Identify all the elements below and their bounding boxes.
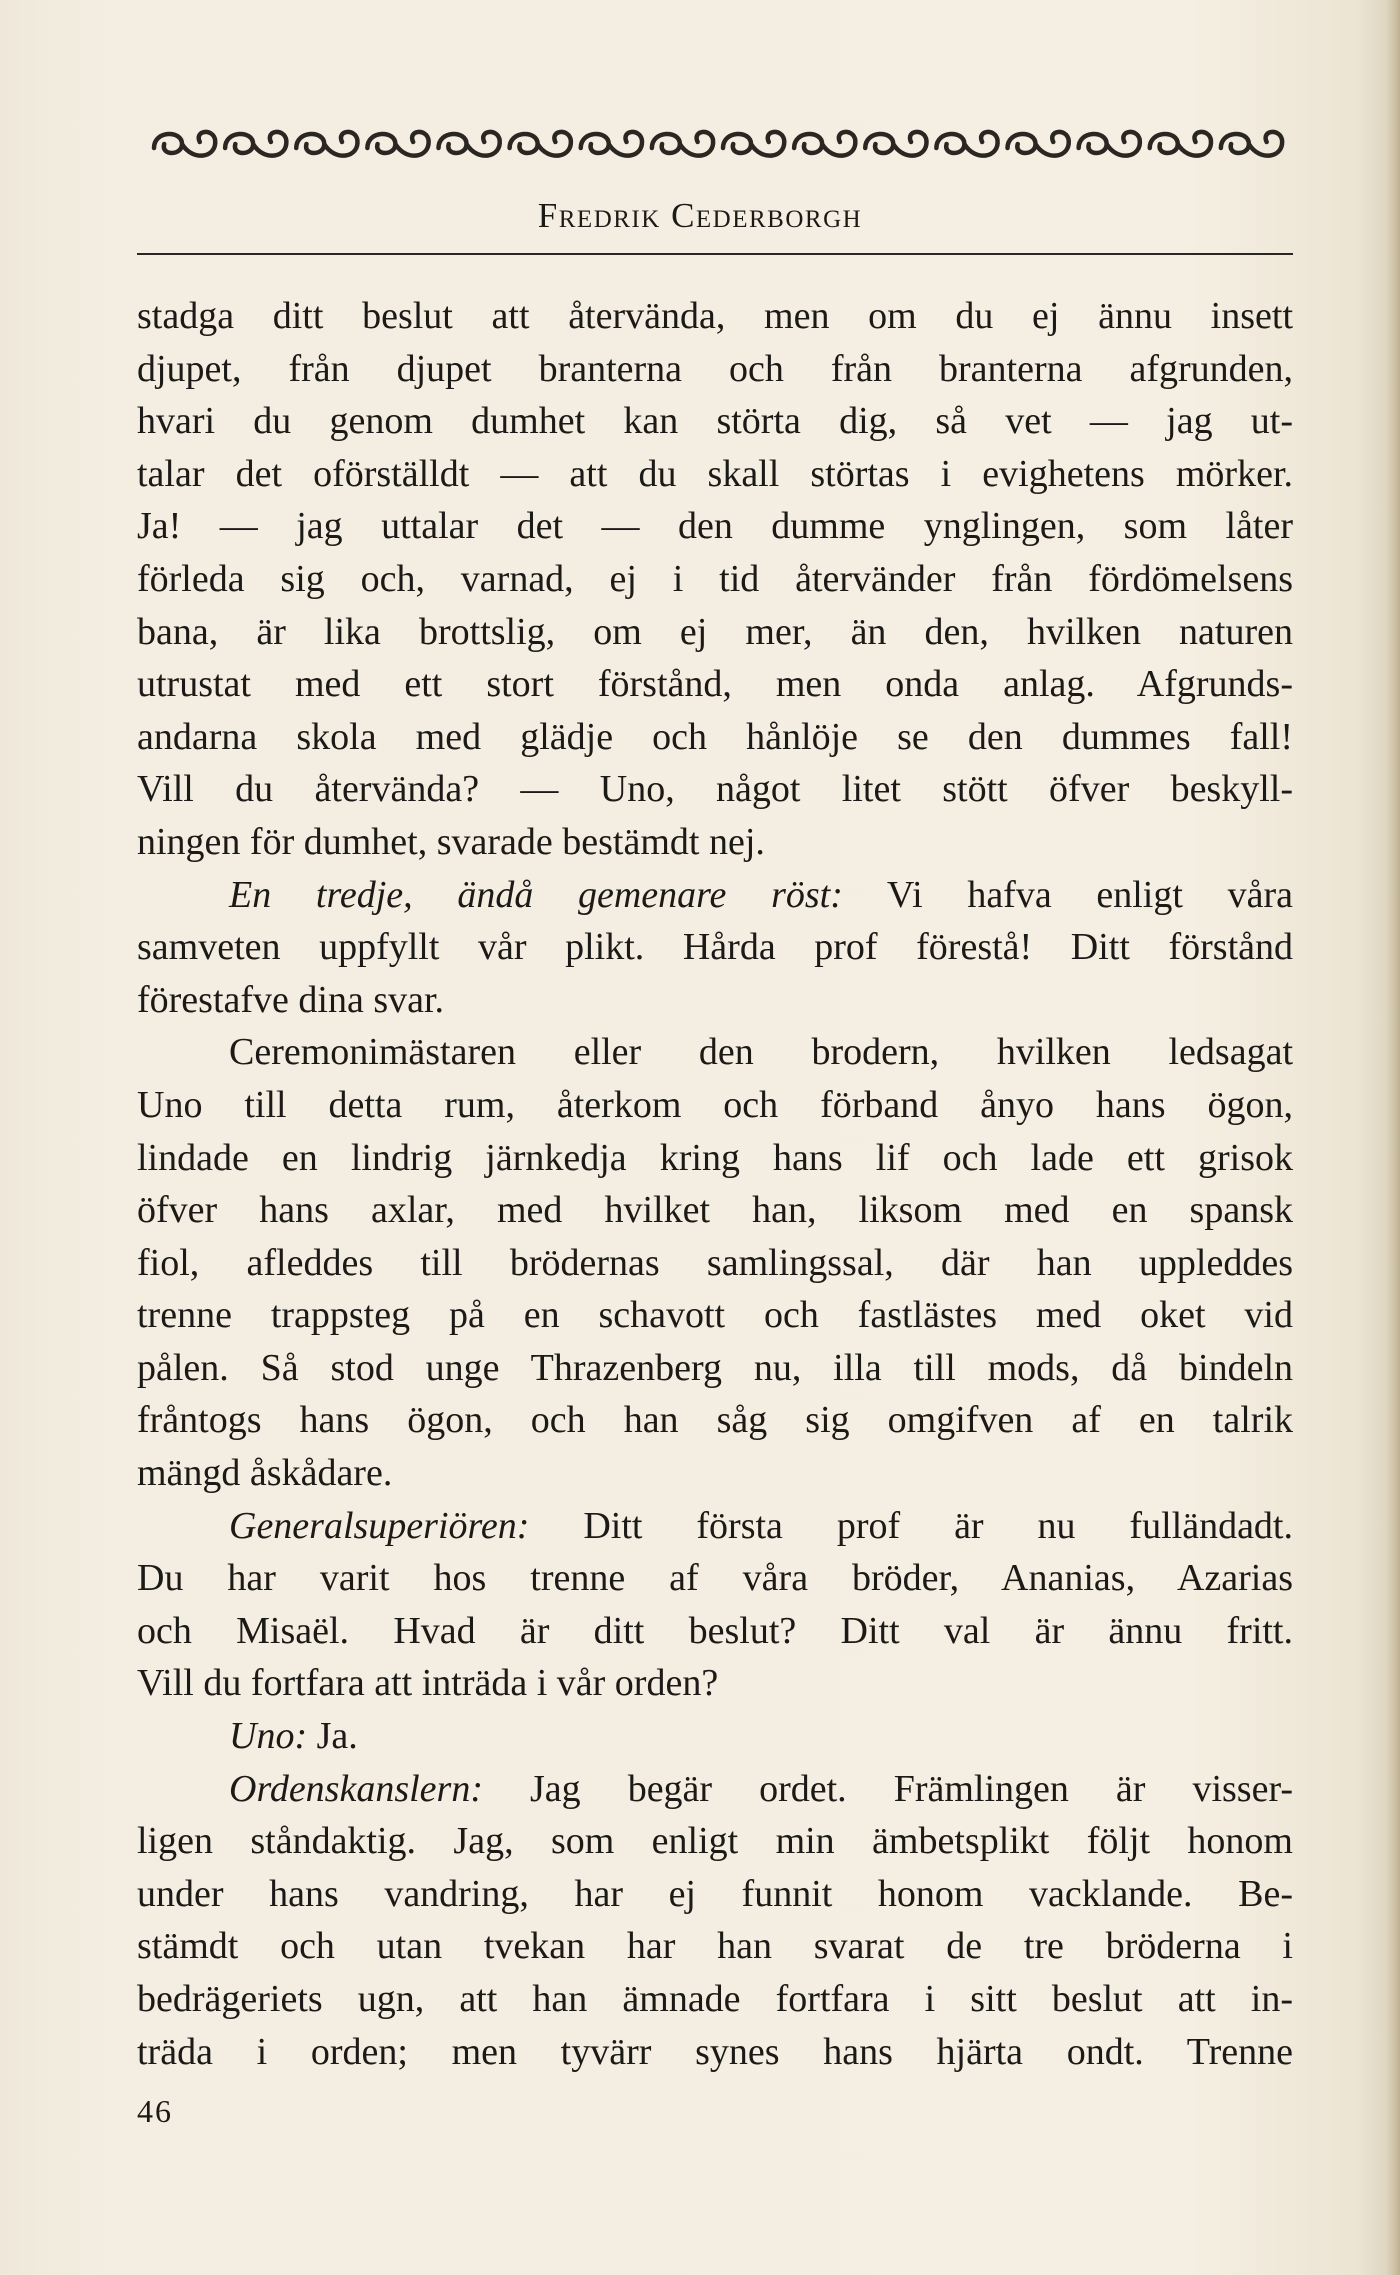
speaker-label: Uno: <box>229 1715 308 1758</box>
scroll-motif <box>936 132 997 156</box>
text-line <box>137 448 1293 501</box>
line-text: Uno till detta rum, återkom och förband ånyo hans ögon, <box>137 1083 1293 1126</box>
line-text: förleda sig och, varnad, ej i tid återvänder från fördömelsens <box>137 557 1293 600</box>
scroll-motif <box>723 132 784 156</box>
line-text: ningen för dumhet, svarade bestämdt nej. <box>137 820 765 863</box>
line-text: Jag begär ordet. Främlingen är visser- <box>483 1767 1293 1810</box>
text-line <box>137 1763 1293 1816</box>
line-text: Ceremonimästaren eller den brodern, hvilken ledsagat <box>229 1031 1293 1074</box>
speaker-label: Generalsuperiören: <box>229 1504 530 1547</box>
line-text: stämdt och utan tvekan har han svarat de tre bröderna i <box>137 1925 1293 1968</box>
line-text: bana, är lika brottslig, om ej mer, än den, hvilken naturen <box>137 610 1293 653</box>
line-text: Du har varit hos trenne af våra bröder, Ananias, Azarias <box>137 1557 1293 1600</box>
text-line <box>137 290 1293 343</box>
scroll-motif <box>510 132 571 156</box>
line-text: trenne trappsteg på en schavott och fastlästes med oket vid <box>137 1294 1293 1337</box>
text-line <box>137 869 1293 922</box>
scroll-motif <box>1008 132 1069 156</box>
text-line <box>137 2026 1293 2079</box>
scroll-motif <box>296 132 357 156</box>
text-line <box>137 1605 1293 1658</box>
text-line <box>137 816 1293 869</box>
text-line <box>137 1132 1293 1185</box>
line-text: ligen ståndaktig. Jag, som enligt min ämbetsplikt följt honom <box>137 1820 1293 1863</box>
line-text: Vill du återvända? — Uno, något litet stött öfver beskyll- <box>137 768 1293 811</box>
line-text: Ja! — jag uttalar det — den dumme ynglingen, som låter <box>137 505 1293 548</box>
scroll-motif <box>154 132 215 156</box>
line-text: under hans vandring, har ej funnit honom vacklande. Be- <box>137 1872 1293 1915</box>
line-text: talar det oförställdt — att du skall störtas i evighetens mörker. <box>137 452 1293 495</box>
page-edge-shadow <box>1386 0 1400 2275</box>
text-line <box>137 1500 1293 1553</box>
running-head: Fredrik Cederborgh <box>537 196 863 235</box>
text-line <box>137 1447 1293 1500</box>
line-text: bedrägeriets ugn, att han ämnade fortfara i sitt beslut att in- <box>137 1978 1293 2020</box>
line-text: träda i orden; men tyvärr synes hans hjärta ondt. Trenne <box>137 2030 1293 2073</box>
line-text: och Misaël. Hvad är ditt beslut? Ditt val är ännu fritt. <box>137 1609 1293 1652</box>
text-line <box>137 343 1293 396</box>
text-line <box>137 1026 1293 1079</box>
text-line <box>137 1394 1293 1447</box>
scroll-motif <box>581 132 642 156</box>
text-line <box>137 711 1293 764</box>
scroll-motif <box>652 132 713 156</box>
line-text: lindade en lindrig järnkedja kring hans lif och lade ett grisok <box>137 1136 1293 1179</box>
line-text: Ditt första prof är nu fulländadt. <box>529 1504 1293 1547</box>
text-line <box>137 1342 1293 1395</box>
text-line <box>137 658 1293 711</box>
line-text: Vi hafva enligt våra <box>842 873 1293 916</box>
text-line <box>137 1289 1293 1342</box>
text-line <box>137 1868 1293 1921</box>
scroll-motif <box>225 132 286 156</box>
scroll-motif <box>1221 132 1282 156</box>
scroll-motif <box>367 132 428 156</box>
text-line <box>137 1973 1293 2026</box>
line-text: stadga ditt beslut att återvända, men om du ej ännu insett <box>137 295 1293 337</box>
speaker-label: Ordenskanslern: <box>229 1767 483 1810</box>
speaker-label: En tredje, ändå gemenare röst: <box>229 873 843 916</box>
line-text: Ja. <box>307 1715 358 1758</box>
body-text <box>137 290 1293 2078</box>
text-line <box>137 395 1293 448</box>
line-text: Vill du fortfara att inträda i vår orden? <box>137 1662 719 1705</box>
header-rule <box>137 253 1293 255</box>
text-line <box>137 500 1293 553</box>
text-line <box>137 1920 1293 1973</box>
text-line <box>137 1184 1293 1237</box>
text-line <box>137 1710 1293 1763</box>
line-text: djupet, från djupet branterna och från branterna afgrunden, <box>137 347 1293 390</box>
text-line <box>137 974 1293 1027</box>
scroll-motif <box>794 132 855 156</box>
text-line <box>137 763 1293 816</box>
page-number: 46 <box>137 2093 173 2129</box>
scroll-motif <box>1079 132 1140 156</box>
line-text: förestafve dina svar. <box>137 978 445 1021</box>
line-text: utrustat med ett stort förstånd, men onda anlag. Afgrunds- <box>137 663 1293 706</box>
line-text: fiol, afleddes till brödernas samlingssal, där han uppleddes <box>137 1241 1293 1284</box>
text-line <box>137 606 1293 659</box>
scroll-ornament-band <box>150 122 1288 166</box>
line-text: pålen. Så stod unge Thrazenberg nu, illa till mods, då bindeln <box>137 1346 1293 1389</box>
text-line <box>137 1237 1293 1290</box>
scroll-motif <box>439 132 500 156</box>
text-line <box>137 553 1293 606</box>
text-line <box>137 1815 1293 1868</box>
line-text: mängd åskådare. <box>137 1452 393 1495</box>
line-text: hvari du genom dumhet kan störta dig, så vet — jag ut- <box>137 400 1293 443</box>
text-line <box>137 1079 1293 1132</box>
line-text: samveten uppfyllt vår plikt. Hårda prof förestå! Ditt förstånd <box>137 926 1293 969</box>
line-text: fråntogs hans ögon, och han såg sig omgifven af en talrik <box>137 1399 1293 1442</box>
line-text: öfver hans axlar, med hvilket han, liksom med en spansk <box>137 1189 1293 1232</box>
scroll-motif <box>865 132 926 156</box>
text-line <box>137 921 1293 974</box>
line-text: andarna skola med glädje och hånlöje se den dummes fall! <box>137 715 1293 758</box>
scroll-motif <box>1150 132 1211 156</box>
text-line <box>137 1657 1293 1710</box>
text-line <box>137 1552 1293 1605</box>
